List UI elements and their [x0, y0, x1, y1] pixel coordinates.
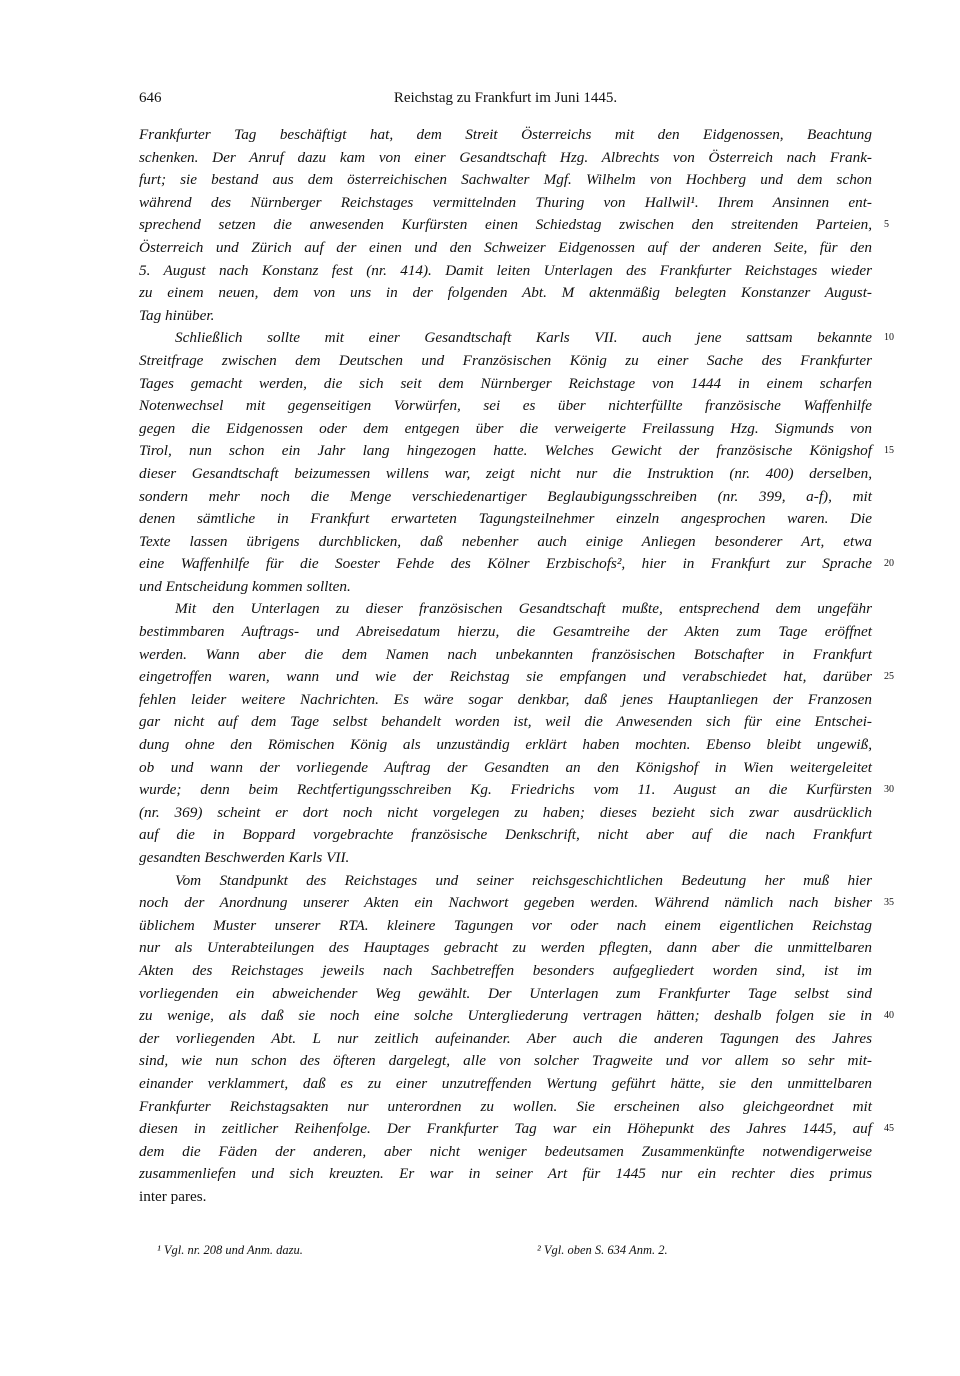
- line-text: ob und wann der vorliegende Auftrag der Gesandten an den Königshof in Wien weitergeleitet: [139, 758, 872, 776]
- line-text: dung ohne den Römischen König als unzuständig erklärt haben mochten. Ebenso bleibt ungewiß,: [139, 736, 872, 754]
- line-text: Schließlich sollte mit einer Gesandtschaft Karls VII. auch jene sattsam bekannte: [175, 329, 872, 347]
- text-line: [139, 418, 872, 441]
- text-line: [139, 937, 872, 960]
- line-text: Vom Standpunkt des Reichstages und seiner reichsgeschichtlichen Bedeutung her muß hier: [175, 871, 872, 889]
- text-line: [139, 192, 872, 215]
- line-text: Notenwechsel mit gegenseitigen Vorwürfen, sei es über nichterfüllte französische Waffenhilfe: [139, 397, 872, 415]
- text-line: [139, 598, 872, 621]
- text-line: [139, 983, 872, 1006]
- running-title: Reichstag zu Frankfurt im Juni 1445.: [393, 90, 618, 106]
- text-line: [139, 327, 894, 350]
- line-text: wurde; denn beim Rechtfertigungsschreiben Kg. Friedrichs vom 11. August an die Kurfürsten: [139, 781, 872, 799]
- line-text: zu wenige, als daß sie noch eine solche Untergliederung vertragen hätten; deshalb folgen sie in: [139, 1007, 872, 1025]
- text-line: [139, 1028, 872, 1051]
- page-header: [139, 90, 872, 112]
- text-line: [139, 666, 894, 689]
- line-text: und Entscheidung kommen sollten.: [139, 577, 351, 595]
- line-text: nur als Unterabteilungen des Hauptages gebracht zu werden pflegten, dann aber die unmittelbaren: [139, 939, 872, 957]
- line-text: (nr. 369) scheint er dort noch nicht vorgelegen zu haben; dieses bezieht sich zwar ausdrücklich: [139, 803, 872, 821]
- text-line: [139, 1141, 872, 1164]
- text-line: [139, 576, 872, 599]
- line-text: Österreich und Zürich auf der einen und den Schweizer Eidgenossen auf der anderen Seite, für den: [139, 238, 872, 256]
- line-number: 40: [884, 1010, 894, 1022]
- text-line: [139, 305, 872, 328]
- text-line: [139, 508, 872, 531]
- text-line: [139, 915, 872, 938]
- line-number: 25: [884, 671, 894, 683]
- line-text: Frankfurter Tag beschäftigt hat, dem Streit Österreichs mit den Eidgenossen, Beachtung: [139, 126, 872, 143]
- text-line: [139, 1163, 872, 1186]
- line-text: diesen in zeitlicher Reihenfolge. Der Frankfurter Tag war ein Höhepunkt des Jahres 1445, auf: [139, 1120, 872, 1138]
- text-line: [139, 147, 872, 170]
- text-line: [139, 440, 894, 463]
- line-text: eingetroffen waren, wann und wie der Reichstag sie empfangen und verabschiedet hat, darüber: [139, 668, 872, 686]
- line-text: sind, wie nun schon des öfteren dargelegt, alle von solcher Tragweite und vor allem so sehr mit-: [139, 1052, 872, 1070]
- text-line: [139, 1005, 894, 1028]
- text-line: [139, 824, 872, 847]
- line-text: inter pares.: [139, 1187, 207, 1205]
- line-text: üblichem Muster unserer RTA. kleinere Tagungen vor oder nach einem eigentlichen Reichstag: [139, 916, 872, 934]
- text-line: [139, 1050, 872, 1073]
- line-text: schenken. Der Anruf dazu kam von einer Gesandtschaft Hzg. Albrechts von Österreich nach Frank-: [139, 148, 872, 166]
- text-line: [139, 960, 872, 983]
- line-text: Tag hinüber.: [139, 306, 215, 324]
- text-line: [139, 486, 872, 509]
- footnotes: [139, 1243, 872, 1263]
- line-text: Streitfrage zwischen dem Deutschen und Französischen König zu einer Sache des Frankfurter: [139, 351, 872, 369]
- text-line: [139, 1186, 872, 1209]
- line-number: 20: [884, 558, 894, 570]
- line-text: gegen die Eidgenossen oder dem entgegen über die verweigerte Freilassung Hzg. Sigmunds von: [139, 419, 872, 437]
- line-number: 15: [884, 445, 894, 457]
- line-text: Tages gemacht werden, die sich seit dem Nürnberger Reichstage von 1444 in einem scharfen: [139, 374, 872, 392]
- text-line: [139, 395, 872, 418]
- text-line: [139, 350, 872, 373]
- line-text: sondern mehr noch die Menge verschiedenartiger Beglaubigungsschreiben (nr. 399, a-f), mit: [139, 487, 872, 505]
- text-line: [139, 463, 872, 486]
- text-line: [139, 892, 894, 915]
- text-line: [139, 124, 872, 147]
- text-line: [139, 373, 872, 396]
- text-line: [139, 757, 872, 780]
- text-line: [139, 553, 894, 576]
- text-line: [139, 621, 872, 644]
- line-text: der vorliegenden Abt. L nur zeitlich aufeinander. Aber auch die anderen Tagungen des Jahres: [139, 1029, 872, 1047]
- line-text: 5. August nach Konstanz fest (nr. 414). Damit leiten Unterlagen des Frankfurter Reichstages wieder: [139, 261, 872, 279]
- line-text: werden. Wann aber die dem Namen nach unbekannten französischen Botschafter in Frankfurt: [139, 645, 872, 663]
- line-number: 35: [884, 897, 894, 909]
- text-line: [139, 531, 872, 554]
- line-text: furt; sie bestand aus dem österreichischen Sachwalter Mgf. Wilhelm von Hochberg und dem schon: [139, 171, 872, 189]
- footnote-2: ² Vgl. oben S. 634 Anm. 2.: [537, 1243, 668, 1257]
- line-text: gesandten Beschwerden Karls VII.: [139, 849, 350, 866]
- text-line: [139, 870, 872, 893]
- text-line: [139, 802, 872, 825]
- text-line: [139, 644, 872, 667]
- line-text: zu einem neuen, dem von uns in der folgenden Abt. M aktenmäßig belegten Konstanzer August-: [139, 284, 872, 302]
- line-number: 30: [884, 784, 894, 796]
- line-text: Akten des Reichstages jeweils nach Sachbetreffen besonders aufgegliedert worden sind, ist im: [139, 961, 872, 979]
- line-text: Texte lassen übrigens durchblicken, daß nebenher auch einige Anliegen besonderer Art, etwa: [139, 532, 872, 550]
- text-line: [139, 1073, 872, 1096]
- line-text: dieser Gesandtschaft beizumessen willens war, zeigt nicht nur die Instruktion (nr. 400) derselben,: [139, 464, 872, 482]
- line-text: auf die in Boppard vorgebrachte französische Denkschrift, nicht aber auf die nach Frankfurt: [139, 826, 872, 844]
- text-line: [139, 779, 894, 802]
- text-line: [139, 734, 872, 757]
- line-text: gar nicht auf dem Tage selbst behandelt worden ist, weil die Anwesenden sich für eine Entschei-: [139, 713, 872, 731]
- line-text: Mit den Unterlagen zu dieser französischen Gesandtschaft mußte, entsprechend dem ungefähr: [175, 600, 872, 618]
- line-text: denen sämtliche in Frankfurt erwarteten Tagungsteilnehmer einzeln angesprochen waren. Die: [139, 510, 872, 528]
- text-line: [139, 260, 872, 283]
- line-text: Tirol, nun schon ein Jahr lang hingezogen hatte. Welches Gewicht der französische Königshof: [139, 442, 872, 460]
- text-line: [139, 847, 872, 870]
- line-number: 45: [884, 1123, 894, 1135]
- text-line: [139, 711, 872, 734]
- text-line: [139, 689, 872, 712]
- page-number: 646: [139, 90, 162, 106]
- text-line: [139, 237, 872, 260]
- line-text: bestimmbaren Auftrags- und Abreisedatum hierzu, die Gesamtreihe der Akten zum Tage eröffnet: [139, 623, 872, 641]
- text-line: [139, 214, 889, 237]
- line-text: noch der Anordnung unserer Akten ein Nachwort gegeben werden. Während nämlich nach bisher: [139, 894, 872, 912]
- footnote-1: ¹ Vgl. nr. 208 und Anm. dazu.: [157, 1243, 303, 1257]
- line-text: fehlen leider weitere Nachrichten. Es wäre sogar denkbar, daß jenes Hauptanliegen der Franzosen: [139, 690, 872, 708]
- line-text: eine Waffenhilfe für die Soester Fehde des Kölner Erzbischofs², hier in Frankfurt zur Sprache: [139, 555, 872, 573]
- text-line: [139, 282, 872, 305]
- text-line: [139, 1096, 872, 1119]
- line-text: dem die Fäden der anderen, aber nicht weniger bedeutsamen Zusammenkünfte notwendigerweise: [139, 1142, 872, 1160]
- line-text: sprechend setzen die anwesenden Kurfürsten einen Schiedstag zwischen den streitenden Parteien,: [139, 216, 872, 234]
- line-number: 5: [884, 219, 889, 231]
- line-text: Frankfurter Reichstagsakten nur unterordnen zu wollen. Sie erscheinen also gleichgeordnet mit: [139, 1097, 872, 1115]
- body-text: [139, 124, 894, 1209]
- line-text: einander verklammert, daß es zu einer unzutreffenden Wertung geführt hätte, sie den unmittelbaren: [139, 1074, 872, 1092]
- text-line: [139, 169, 872, 192]
- line-text: zusammenliefen und sich kreuzten. Er war in seiner Art für 1445 nur ein rechter dies primus: [139, 1165, 872, 1183]
- line-text: während des Nürnberger Reichstages vermittelnden Thuring von Hallwil¹. Ihrem Ansinnen ent-: [139, 193, 872, 211]
- line-text: vorliegenden ein abweichender Weg gewählt. Der Unterlagen zum Frankfurter Tage selbst sind: [139, 984, 872, 1002]
- text-line: [139, 1118, 894, 1141]
- line-number: 10: [884, 332, 894, 344]
